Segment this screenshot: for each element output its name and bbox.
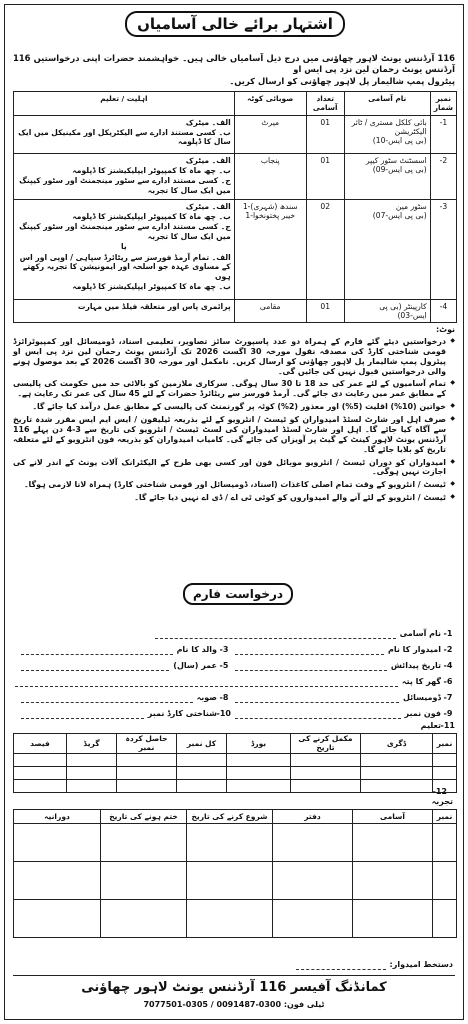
table-cell[interactable]: [353, 862, 433, 900]
vacancy-no: 3-: [430, 199, 456, 299]
table-cell[interactable]: [101, 900, 187, 938]
field-label: تاریخ پیدائش: [390, 661, 441, 670]
table-cell[interactable]: [101, 862, 187, 900]
field-label: ڈومیسائل: [402, 693, 441, 702]
form-field-post[interactable]: [155, 629, 455, 639]
table-cell[interactable]: [433, 900, 457, 938]
table-cell[interactable]: [353, 900, 433, 938]
qualification-line: ب۔ چھ ماہ کا کمپیوٹر ایپلیکیشنز کا ڈپلومہ: [72, 165, 231, 175]
table-cell[interactable]: [177, 779, 227, 792]
form-field-cnic[interactable]: [21, 709, 231, 719]
table-cell[interactable]: [291, 779, 361, 792]
application-form-title: درخواست فارم: [183, 583, 293, 605]
col-header-post: نام آسامی: [344, 92, 430, 116]
qualification-line: پرائمری پاس اور متعلقہ فیلڈ میں مہارت: [77, 301, 231, 311]
vacancy-row: [14, 199, 457, 299]
vacancy-count: 01: [306, 115, 344, 153]
form-field-address[interactable]: [15, 677, 455, 687]
field-label: شناختی کارڈ نمبر: [147, 709, 217, 718]
table-cell[interactable]: [177, 753, 227, 766]
exp-col-no: نمبر: [433, 810, 457, 824]
col-header-province: صوبائی کوٹہ: [234, 92, 306, 116]
field-number: 1-: [443, 629, 453, 638]
vacancy-qualifications: [14, 153, 235, 199]
notes-list: [13, 337, 455, 503]
field-line[interactable]: [15, 678, 398, 687]
table-row: [14, 766, 457, 779]
signature-line[interactable]: [296, 961, 386, 970]
table-cell[interactable]: [361, 779, 433, 792]
vacancy-post: [344, 153, 430, 199]
vacancy-post: [344, 115, 430, 153]
field-number: 2-: [443, 645, 453, 654]
table-cell[interactable]: [187, 900, 273, 938]
notes-section: [13, 325, 455, 506]
signature-label: دستخط امیدوار: [392, 960, 453, 969]
qualification-line: ب۔ چھ ماہ کا کمپیوٹر ایپلیکیشنز کا ڈپلومہ: [72, 211, 231, 221]
table-cell[interactable]: [273, 900, 353, 938]
note-item: ◆ صرف اہل اور شارٹ لسٹڈ امیدواران کو ٹیسٹ / انٹرویو کے لئے بذریعہ ٹیلیفون / ایس ایم ایس مقرر شدہ تاریخ سے آگاہ کیا جائے گا۔ اہل اور شارٹ لسٹڈ امیدواران کی لسٹ ٹیسٹ / انٹرویو کی تاریخ سے 3-4 دن پہلے 116 آرڈننس یونٹ لاہور کینٹ کے گیٹ پر آویزاں کی جائے گی۔ کامیاب امیدواران کو بذریعہ فون انٹرویو کے لئے متعلقہ تاریخ کو بلایا جائے گا۔: [13, 415, 455, 455]
field-line[interactable]: [21, 694, 193, 703]
form-field-father-name[interactable]: [21, 645, 231, 655]
vacancy-post-name: بائی کلکل مستری / ٹائر الیکٹریشن: [351, 117, 427, 136]
qualification-line: الف۔ میٹرک: [185, 201, 231, 211]
field-line[interactable]: [235, 662, 387, 671]
experience-number: 12-: [432, 787, 447, 796]
field-number: 11-: [440, 721, 455, 730]
vacancy-row: [14, 115, 457, 153]
field-line[interactable]: [21, 662, 169, 671]
footer-title: کمانڈنگ آفیسر 116 آرڈننس یونٹ لاہور چھاؤنی: [81, 980, 387, 995]
qualification-line: ب۔ کسی مستند ادارے سے الیکٹریکل اور مکینیکل میں ایک سال کا ڈپلومہ: [18, 127, 231, 147]
exp-col-start-date: شروع کرنے کی تاریخ: [187, 810, 273, 824]
experience-table: [13, 809, 457, 938]
field-label: والد کا نام: [176, 645, 217, 654]
table-cell[interactable]: [117, 753, 177, 766]
intro-line-1: 116 آرڈننس یونٹ لاہور چھاؤنی میں درج ذیل آسامیاں خالی ہیں۔ خواہشمند حضرات اپنی درخواستیں 116 آرڈننس یونٹ رحمان لین نزد پی ایس او: [13, 53, 455, 74]
table-row: [14, 753, 457, 766]
field-number: 9-: [443, 709, 453, 718]
vacancy-post-name: اسسٹنٹ سٹور کیپر: [365, 155, 427, 165]
vacancies-table: [13, 91, 457, 323]
form-field-province[interactable]: [21, 693, 231, 703]
edu-col-obtained-marks: حاصل کردہ نمبر: [117, 734, 177, 754]
form-field-education-label: [375, 721, 455, 731]
signature-field[interactable]: [13, 960, 453, 970]
col-header-count: تعداد آسامی: [306, 92, 344, 116]
vacancy-no: 2-: [430, 153, 456, 199]
table-row: [14, 900, 457, 938]
education-header-row: [14, 734, 457, 754]
form-field-age[interactable]: [21, 661, 231, 671]
vacancies-header-row: [14, 92, 457, 116]
table-cell[interactable]: [14, 824, 101, 862]
footer-phone: ٹیلی فون: 0300-0091487 / 0305-7077501: [143, 1000, 325, 1010]
vacancy-post-name: سٹور مین: [395, 201, 427, 211]
table-cell[interactable]: [433, 766, 457, 779]
intro-line-2: پیٹرول پمپ شالیمار پل لاہور چھاؤنی کو ارسال کریں۔: [229, 76, 455, 86]
vacancy-qualifications: [14, 199, 235, 299]
field-line[interactable]: [235, 710, 401, 719]
edu-col-grade: گریڈ: [67, 734, 117, 754]
signature-colon: :: [389, 960, 393, 969]
field-number: 7-: [443, 693, 453, 702]
field-line[interactable]: [235, 694, 399, 703]
field-label: فون نمبر: [404, 709, 441, 718]
table-cell[interactable]: [273, 862, 353, 900]
vacancy-count: 02: [306, 199, 344, 299]
table-cell[interactable]: [67, 766, 117, 779]
table-cell[interactable]: [433, 862, 457, 900]
qualification-line: الف۔ میٹرک: [185, 117, 231, 127]
qualification-line: ج۔ کسی مستند ادارے سے سٹور مینجمنٹ اور سٹور کیپنگ میں ایک سال کا تجربہ: [19, 222, 231, 241]
table-row: [14, 779, 457, 792]
field-label: تعلیم: [420, 721, 441, 730]
edu-col-no: نمبر: [433, 734, 457, 754]
form-field-domicile[interactable]: [235, 693, 455, 703]
table-cell[interactable]: [14, 753, 67, 766]
vacancy-province: پنجاب: [234, 153, 306, 199]
note-item: ◆ خواتین (10%) اقلیت (5%) اور معذور (2%) کوٹہ پر گورنمنٹ کی پالیسی کے مطابق عمل درآمد کیا جائے گا۔: [13, 402, 455, 412]
vacancy-qualifications: [14, 115, 235, 153]
edu-col-completion-date: مکمل کرنے کی تاریخ: [291, 734, 361, 754]
note-item: ◆ ٹیسٹ / انٹرویو کے وقت تمام اصلی کاغذات (اسناد، ڈومیسائل اور قومی شناختی کارڈ) ہمراہ لانا لازمی ہوگا۔: [13, 480, 455, 490]
field-label: نام آسامی: [399, 629, 441, 638]
field-line[interactable]: [155, 630, 396, 639]
form-field-candidate-name[interactable]: [235, 645, 455, 655]
experience-header-row: [14, 810, 457, 824]
table-cell[interactable]: [273, 824, 353, 862]
field-number: 10-: [216, 709, 231, 718]
table-cell[interactable]: [227, 766, 291, 779]
table-cell[interactable]: [67, 753, 117, 766]
table-cell[interactable]: [177, 766, 227, 779]
field-number: 3-: [219, 645, 229, 654]
edu-col-degree: ڈگری: [361, 734, 433, 754]
vacancy-province: میرٹ: [234, 115, 306, 153]
edu-col-total-marks: کل نمبر: [177, 734, 227, 754]
exp-col-office: دفتر: [273, 810, 353, 824]
table-cell[interactable]: [433, 753, 457, 766]
qualification-or: یا: [121, 242, 127, 252]
exp-col-post: آسامی: [353, 810, 433, 824]
vacancy-post-scale: (بی پی ایس-10): [372, 136, 427, 146]
table-row: [14, 824, 457, 862]
notes-heading: نوٹ:: [436, 325, 455, 334]
note-item: ◆ تمام آسامیوں کے لئے عمر کی حد 18 تا 30 سال ہوگی۔ سرکاری ملازمین کو بالائی حد میں حکومت کی پالیسی کے مطابق عمر میں رعایت دی جائے گی۔ آرمڈ فورسز سے ریٹائرڈ حضرات کے لئے 45 سال کی عمر تک رعایت ہے۔: [13, 379, 455, 399]
exp-col-duration: دورانیہ: [14, 810, 101, 824]
field-label: امیدوار کا نام: [388, 645, 441, 654]
page-title: اشتہار برائے خالی آسامیاں: [125, 11, 345, 37]
col-header-no: نمبر شمار: [430, 92, 456, 116]
field-number: 6-: [443, 677, 453, 686]
form-field-phone[interactable]: [235, 709, 455, 719]
field-label: صوبہ: [196, 693, 217, 702]
edu-col-board: بورڈ: [227, 734, 291, 754]
vacancy-no: 4-: [430, 299, 456, 323]
note-item: ◆ ٹیسٹ / انٹرویو کے لئے آنے والے امیدواروں کو کوئی ٹی اے / ڈی اے نہیں دیا جائے گا۔: [13, 493, 455, 503]
edu-col-percent: فیصد: [14, 734, 67, 754]
experience-label: تجربہ: [431, 797, 453, 806]
intro-text: [13, 53, 455, 89]
table-cell[interactable]: [117, 766, 177, 779]
table-cell[interactable]: [14, 900, 101, 938]
vacancy-post-scale: (بی پی ایس-09): [372, 164, 427, 174]
vacancy-post-scale: (بی پی ایس-07): [372, 210, 427, 220]
vacancy-no: 1-: [430, 115, 456, 153]
field-label: عمر (سال): [173, 661, 217, 670]
vacancy-qualifications: [14, 299, 235, 323]
vacancy-province: مقامی: [234, 299, 306, 323]
vacancy-count: 01: [306, 153, 344, 199]
col-header-qualification: اہلیت / تعلیم: [14, 92, 235, 116]
field-number: 5-: [219, 661, 229, 670]
qualification-line: ب۔ چھ ماہ کا کمپیوٹر ایپلیکیشنز کا ڈپلومہ: [72, 282, 231, 292]
table-cell[interactable]: [187, 862, 273, 900]
table-cell[interactable]: [117, 779, 177, 792]
table-cell[interactable]: [14, 779, 67, 792]
qualification-line: ج۔ کسی مستند ادارے سے سٹور مینجمنٹ اور سٹور کیپنگ میں ایک سال کا تجربہ: [19, 176, 231, 195]
table-cell[interactable]: [14, 862, 101, 900]
table-cell[interactable]: [353, 824, 433, 862]
note-item: ◆ درخواستیں دیئے گئے فارم کے ہمراہ دو عدد پاسپورٹ سائز تصاویر، تعلیمی اسناد، ڈومیسائل اور کمپیوٹرائزڈ قومی شناختی کارڈ کی مصدقہ نقول مورخہ 30 اگست 2026 تک آرڈننس یونٹ رحمان لین نزد پی ایس او پیٹرول پمپ شالیمار پل لاہور چھاؤنی کو ارسال کریں۔ نامکمل اور مورخہ 30 اگست 2026 کے بعد موصول ہونے والی درخواستیں قبول نہیں کی جائیں گی۔: [13, 337, 455, 377]
form-field-dob[interactable]: [235, 661, 455, 671]
field-line[interactable]: [21, 710, 144, 719]
table-row: [14, 862, 457, 900]
table-cell[interactable]: [101, 824, 187, 862]
vacancy-post-name: کارپینٹر (بی پی ایس-03): [379, 301, 427, 320]
qualification-line: الف۔ تمام آرمڈ فورسز سے ریٹائرڈ سپاہی / اوپی اور اس کے مساوی عہدہ جو اسلحہ اور ایمونیشن کا تجربہ رکھتے ہوں: [19, 252, 231, 281]
field-number: 8-: [219, 693, 229, 702]
vacancy-province: سندھ (شہری)-1 خیبر پختونخوا-1: [234, 199, 306, 299]
field-number: 4-: [443, 661, 453, 670]
education-table: [13, 733, 457, 793]
table-cell[interactable]: [361, 766, 433, 779]
exp-col-end-date: ختم ہونے کی تاریخ: [101, 810, 187, 824]
table-cell[interactable]: [361, 753, 433, 766]
table-cell[interactable]: [433, 824, 457, 862]
field-line[interactable]: [21, 646, 173, 655]
vacancy-post: [344, 199, 430, 299]
vacancy-row: [14, 153, 457, 199]
footer: [13, 975, 455, 1019]
field-label: گھر کا پتہ: [401, 677, 441, 686]
table-cell[interactable]: [14, 766, 67, 779]
table-cell[interactable]: [227, 779, 291, 792]
advertisement-page: [4, 4, 464, 1020]
vacancy-row: [14, 299, 457, 323]
table-cell[interactable]: [67, 779, 117, 792]
vacancy-count: 01: [306, 299, 344, 323]
table-cell[interactable]: [291, 766, 361, 779]
table-cell[interactable]: [187, 824, 273, 862]
table-cell[interactable]: [227, 753, 291, 766]
note-item: ◆ امیدواران کو دوران ٹیسٹ / انٹرویو موبائل فون اور کسی بھی طرح کے الیکٹرانک آلات یونٹ کے اندر لانے کی اجازت نہیں ہوگی۔: [13, 458, 455, 478]
table-cell[interactable]: [291, 753, 361, 766]
field-line[interactable]: [235, 646, 384, 655]
vacancy-post: [344, 299, 430, 323]
qualification-line: الف۔ میٹرک: [185, 155, 231, 165]
